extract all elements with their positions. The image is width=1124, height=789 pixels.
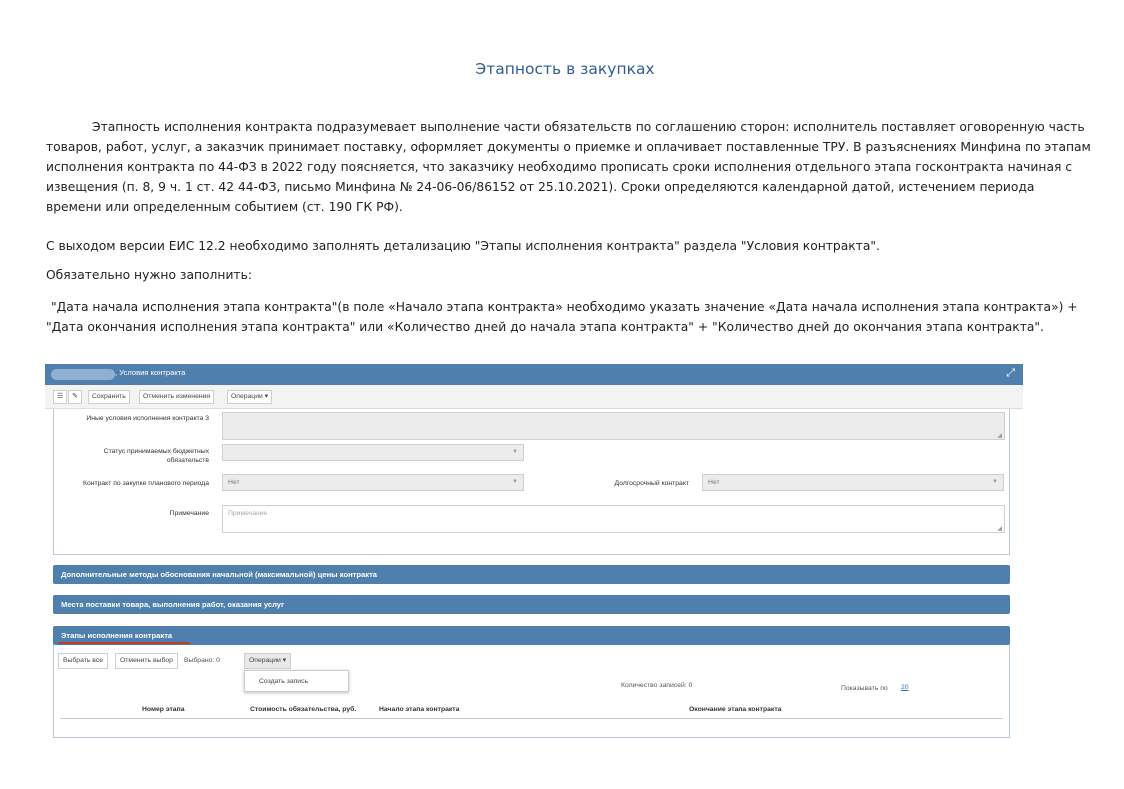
operations-dropdown — [244, 670, 349, 692]
stages-panel — [53, 645, 1010, 738]
column-header-end[interactable]: Окончание этапа контракта — [689, 706, 782, 713]
save-button[interactable]: Сохранить — [88, 390, 130, 404]
section-contract-stages[interactable] — [53, 626, 1010, 645]
menu-icon[interactable]: ☰ — [53, 390, 67, 404]
long-term-select[interactable] — [702, 474, 1004, 491]
page-title: Этапность в закупках — [475, 60, 655, 78]
note-field[interactable] — [222, 505, 1005, 533]
column-header-stage-number[interactable]: Номер этапа — [142, 706, 185, 713]
resize-grip-icon: ◢ — [997, 433, 1002, 439]
operations-button[interactable]: Операции ▾ — [227, 390, 272, 404]
page-size-select[interactable]: 20 — [901, 684, 909, 691]
cancel-changes-button[interactable]: Отменить изменения — [139, 390, 214, 404]
section-delivery-places[interactable] — [53, 595, 1010, 614]
required-heading: Обязательно нужно заполнить: — [46, 268, 252, 282]
planned-period-value: Нет — [228, 479, 240, 486]
window-header — [45, 364, 1023, 385]
long-term-label: Долгосрочный контракт — [614, 480, 689, 487]
planned-period-select[interactable] — [222, 474, 524, 491]
planned-period-label: Контракт по закупке планового периода — [83, 480, 209, 487]
expand-icon[interactable]: ⤢ — [1006, 367, 1015, 379]
redacted-title — [51, 369, 115, 380]
show-by-label: Показывать по — [841, 685, 888, 692]
section-label: Этапы исполнения контракта — [61, 631, 173, 640]
eis-version-paragraph: С выходом версии ЕИС 12.2 необходимо заполнять детализацию "Этапы исполнения контракта" раздела "Условия контракта". — [46, 239, 880, 253]
toolbar — [45, 385, 1023, 409]
other-conditions-field[interactable] — [222, 412, 1005, 440]
chevron-down-icon: ▼ — [512, 479, 518, 485]
selected-count: Выбрано: 0 — [184, 657, 220, 664]
intro-paragraph: Этапность исполнения контракта подразумевает выполнение части обязательств по соглашению сторон: исполнитель поставляет оговоренную часть товаров, работ, услуг, а заказчик принимает поставку, оформляет документы о приемке и оплачивает поставленные ТРУ. В разъяснениях Минфина по этапам исполнения контракта по 44-ФЗ в 2022 году поясняется, что заказчику необходимо прописать сроки исполнения отдельного этапа госконтракта начиная с извещения (п. 8, 9 ч. 1 ст. 42 44-ФЗ, письмо Минфина № 24-06-06/86152 от 25.10.2021). Сроки определяются календарной датой, истечением периода времени или определенным событием (ст. 190 ГК РФ). — [46, 120, 1091, 214]
long-term-value: Нет — [708, 479, 720, 486]
budget-status-select[interactable] — [222, 444, 524, 461]
highlight-underline — [58, 642, 190, 644]
other-conditions-label: Иные условия исполнения контракта 3 — [86, 415, 209, 422]
select-all-button[interactable]: Выбрать все — [58, 653, 108, 669]
section-label: Места поставки товара, выполнения работ, оказания услуг — [61, 600, 285, 609]
section-price-methods[interactable] — [53, 565, 1010, 584]
cancel-selection-button[interactable]: Отменить выбор — [115, 653, 178, 669]
required-fields-paragraph: "Дата начала исполнения этапа контракта"(в поле «Начало этапа контракта» необходимо указать значение «Дата начала исполнения этапа контракта») + "Дата окончания исполнения этапа контракта" или «Количество дней до начала этапа контракта" + "Количество дней до окончания этапа контракта". — [46, 300, 1078, 334]
budget-status-label: Статус принимаемых бюджетных обязательств — [103, 448, 209, 464]
note-placeholder: Примечание — [228, 510, 268, 517]
window-title: , Условия контракта — [115, 368, 186, 377]
records-count: Количество записей: 0 — [621, 682, 693, 689]
resize-grip-icon: ◢ — [997, 526, 1002, 532]
eis-screenshot — [45, 364, 1023, 740]
create-record-item[interactable]: Создать запись — [259, 678, 309, 685]
column-header-start[interactable]: Начало этапа контракта — [379, 706, 460, 713]
contract-form — [53, 409, 1010, 555]
note-label: Примечание — [169, 510, 209, 517]
section-label: Дополнительные методы обоснования начальной (максимальной) цены контракта — [61, 570, 378, 579]
chevron-down-icon: ▼ — [992, 479, 998, 485]
chevron-down-icon: ▼ — [512, 449, 518, 455]
stages-operations-button[interactable]: Операции ▾ — [244, 653, 291, 669]
tag-icon[interactable]: ✎ — [68, 390, 82, 404]
table-header-divider — [60, 718, 1003, 719]
column-header-cost[interactable]: Стоимость обязательства, руб. — [250, 706, 357, 713]
